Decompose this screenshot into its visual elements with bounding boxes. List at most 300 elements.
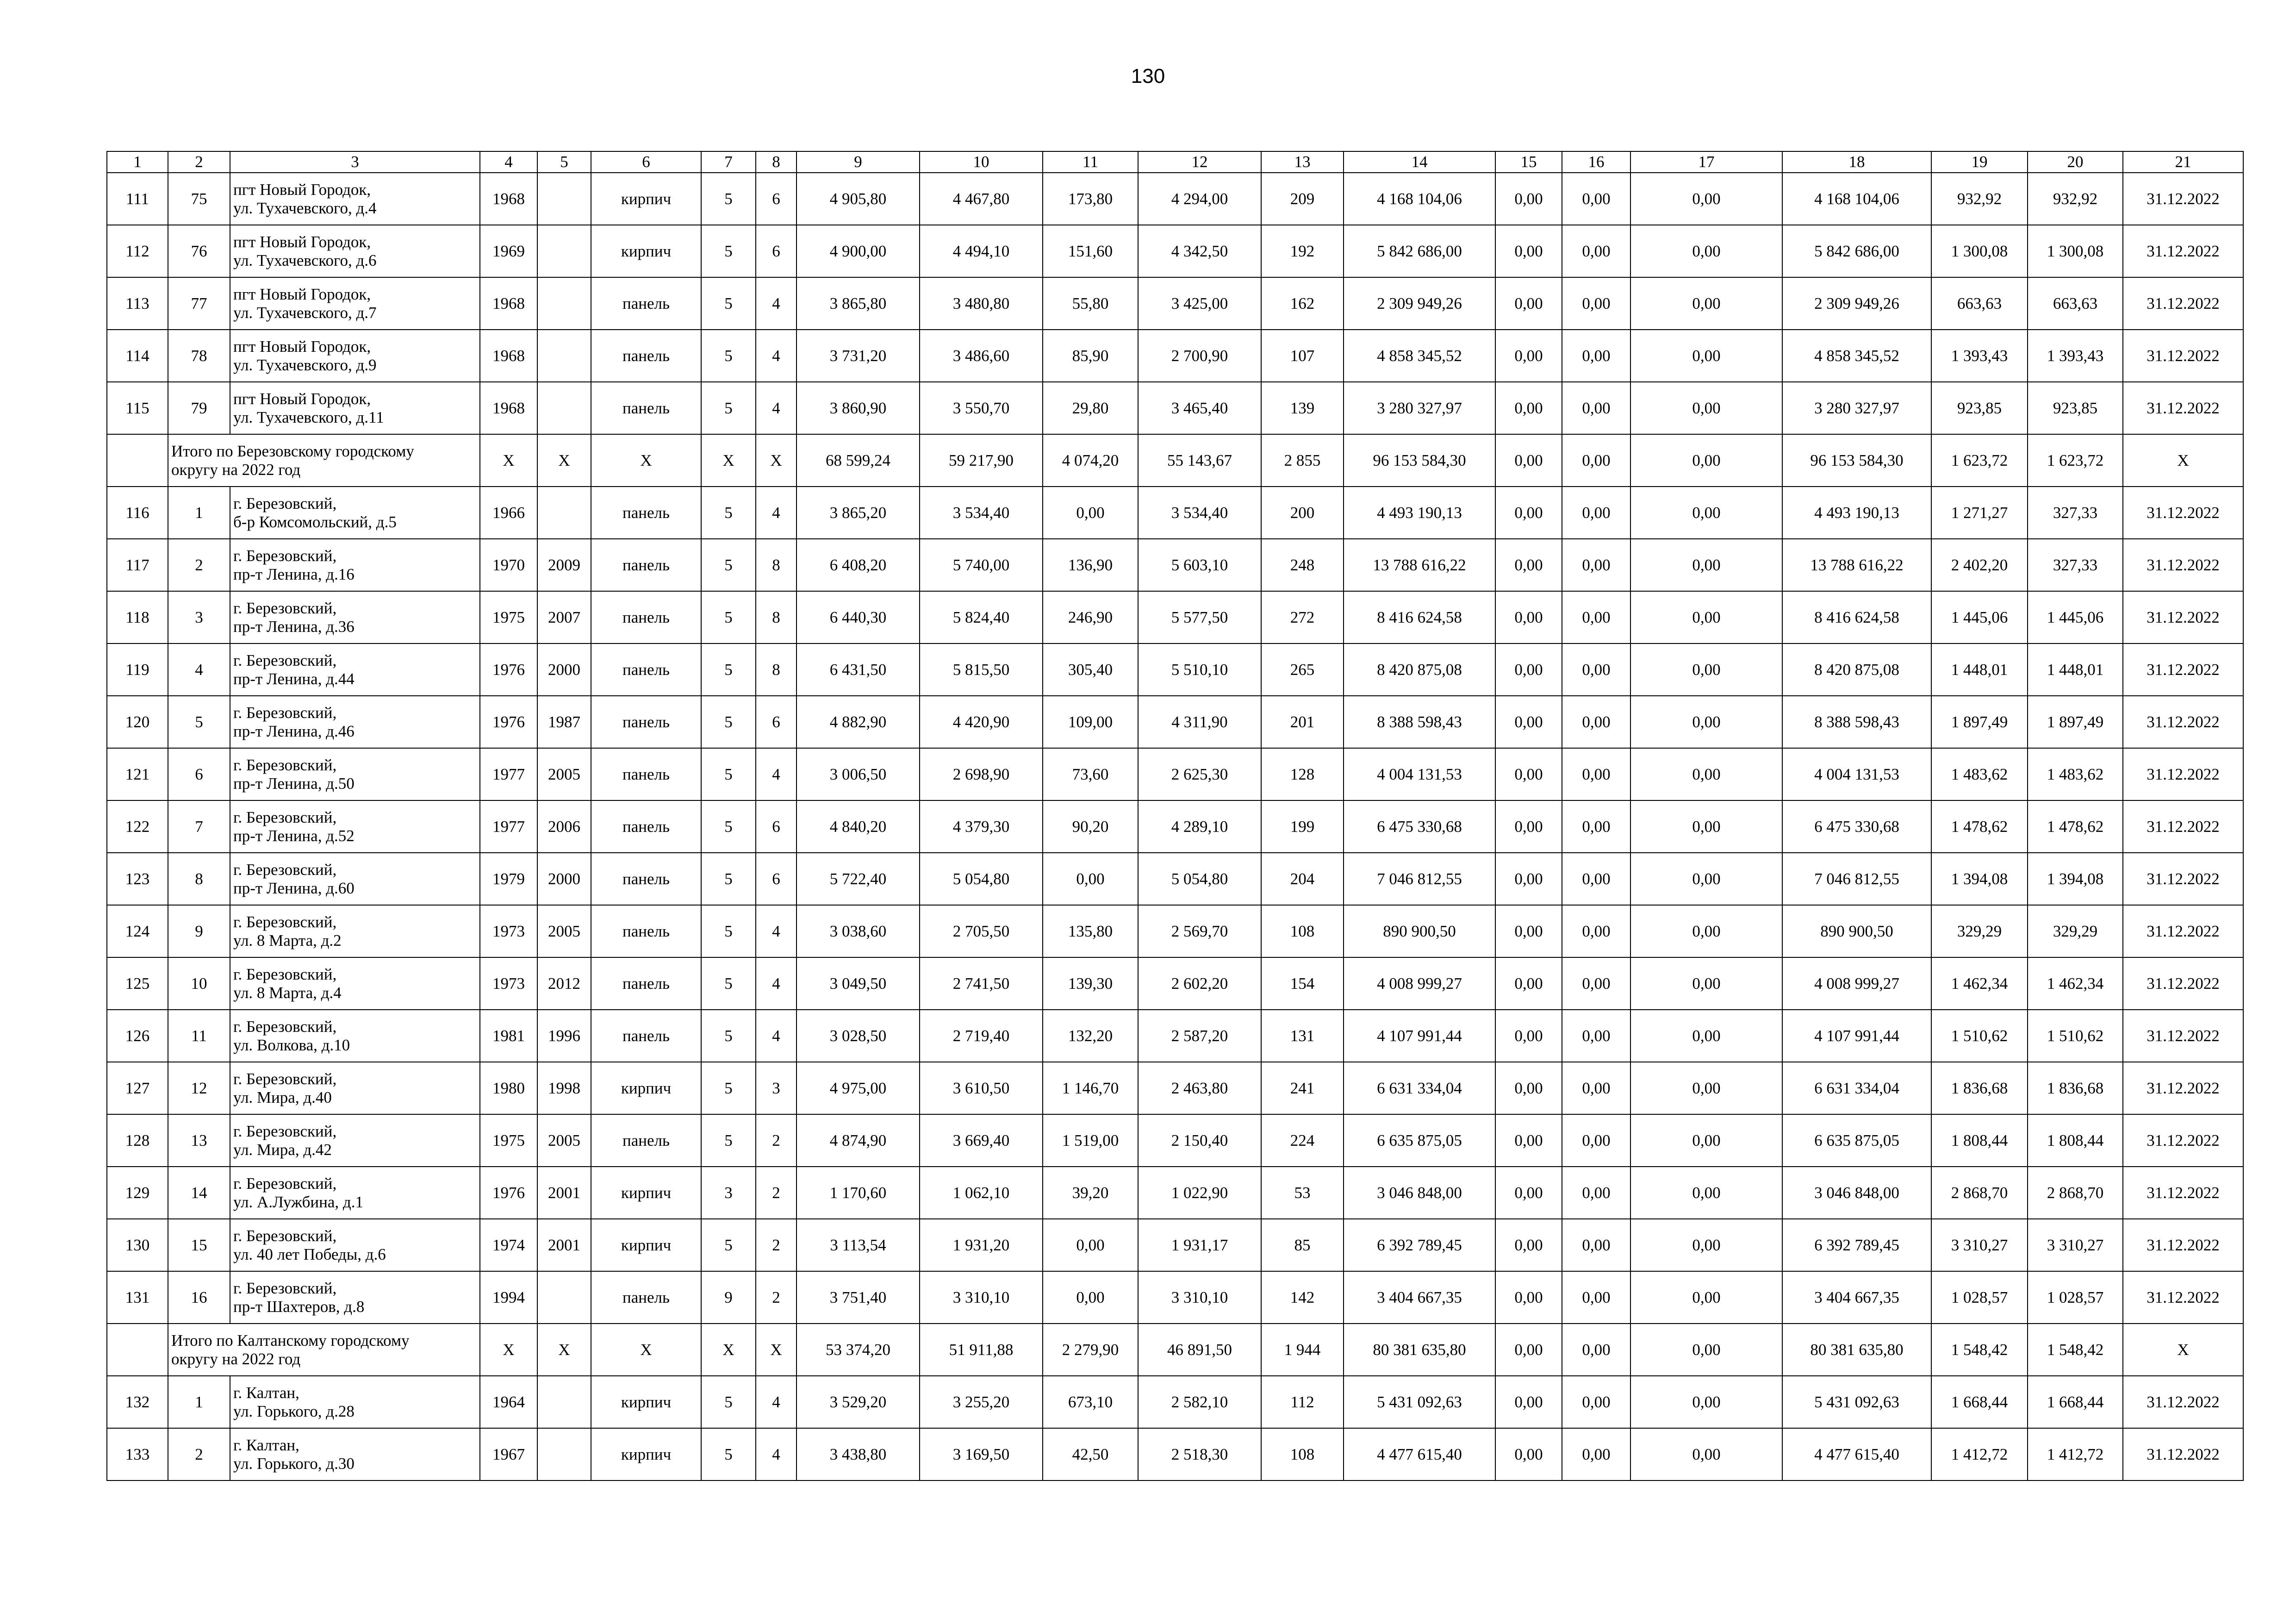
column-number-20: 20 xyxy=(2028,151,2123,173)
sub-number: 12 xyxy=(168,1062,230,1114)
entrances: 4 xyxy=(756,382,796,434)
value-c11: 132,20 xyxy=(1043,1010,1138,1062)
column-number-18: 18 xyxy=(1782,151,1931,173)
value-c14: 7 046 812,55 xyxy=(1344,853,1495,905)
wall-material: панель xyxy=(591,591,701,643)
value-c17: 0,00 xyxy=(1630,1114,1782,1167)
address-line2: б-р Комсомольский, д.5 xyxy=(233,512,397,531)
value-c17: 0,00 xyxy=(1630,800,1782,853)
value-c18: 3 046 848,00 xyxy=(1782,1167,1931,1219)
value-c13: 272 xyxy=(1261,591,1344,643)
value-c10: 5 815,50 xyxy=(920,643,1043,696)
total-label-line1: Итого по Березовскому городскому xyxy=(171,442,414,460)
value-c15: 0,00 xyxy=(1495,957,1562,1010)
value-c18: 13 788 616,22 xyxy=(1782,539,1931,591)
value-c14: 8 416 624,58 xyxy=(1344,591,1495,643)
floors: 5 xyxy=(701,696,756,748)
row-number: 116 xyxy=(107,487,168,539)
value-c17: 0,00 xyxy=(1630,1167,1782,1219)
value-c17: 0,00 xyxy=(1630,434,1782,487)
value-c18: 7 046 812,55 xyxy=(1782,853,1931,905)
value-c17: 0,00 xyxy=(1630,487,1782,539)
value-c14: 5 431 092,63 xyxy=(1344,1376,1495,1428)
value-c21: 31.12.2022 xyxy=(2123,696,2243,748)
value-c16: 0,00 xyxy=(1562,1324,1630,1376)
value-c10: 1 062,10 xyxy=(920,1167,1043,1219)
address-line2: ул. 40 лет Победы, д.6 xyxy=(233,1245,386,1263)
year-built: 1976 xyxy=(480,696,537,748)
value-c18: 4 858 345,52 xyxy=(1782,330,1931,382)
value-c15: 0,00 xyxy=(1495,173,1562,225)
value-c15: 0,00 xyxy=(1495,382,1562,434)
value-c12: 2 625,30 xyxy=(1138,748,1261,800)
entrances: 6 xyxy=(756,173,796,225)
sub-number: 13 xyxy=(168,1114,230,1167)
value-c9: 3 751,40 xyxy=(796,1271,920,1324)
wall-material: X xyxy=(591,434,701,487)
column-number-3: 3 xyxy=(230,151,480,173)
value-c16: 0,00 xyxy=(1562,1062,1630,1114)
entrances: 4 xyxy=(756,1010,796,1062)
value-c21: 31.12.2022 xyxy=(2123,277,2243,330)
wall-material: кирпич xyxy=(591,1376,701,1428)
wall-material: кирпич xyxy=(591,173,701,225)
value-c21: 31.12.2022 xyxy=(2123,591,2243,643)
column-number-5: 5 xyxy=(537,151,591,173)
entrances: 4 xyxy=(756,957,796,1010)
row-number: 124 xyxy=(107,905,168,957)
value-c9: 3 731,20 xyxy=(796,330,920,382)
value-c21: 31.12.2022 xyxy=(2123,382,2243,434)
floors: 5 xyxy=(701,853,756,905)
sub-number: 10 xyxy=(168,957,230,1010)
value-c21: 31.12.2022 xyxy=(2123,957,2243,1010)
entrances: 8 xyxy=(756,591,796,643)
year-built: 1967 xyxy=(480,1428,537,1480)
housing-register-table xyxy=(106,151,2244,1481)
year-renovated xyxy=(537,487,591,539)
address-cell xyxy=(230,1010,480,1062)
value-c19: 1 836,68 xyxy=(1931,1062,2028,1114)
address-cell xyxy=(230,643,480,696)
address-line2: пр-т Ленина, д.52 xyxy=(233,826,355,845)
value-c17: 0,00 xyxy=(1630,1271,1782,1324)
total-label-line2: округу на 2022 год xyxy=(171,460,301,479)
table-row xyxy=(107,539,2243,591)
value-c14: 6 475 330,68 xyxy=(1344,800,1495,853)
value-c20: 1 897,49 xyxy=(2028,696,2123,748)
total-row xyxy=(107,1324,2243,1376)
value-c9: 4 900,00 xyxy=(796,225,920,277)
address-line1: г. Березовский, xyxy=(233,860,337,879)
row-number: 114 xyxy=(107,330,168,382)
value-c9: 3 113,54 xyxy=(796,1219,920,1271)
table-body xyxy=(107,173,2243,1480)
year-built: X xyxy=(480,434,537,487)
table-row xyxy=(107,1271,2243,1324)
row-number: 111 xyxy=(107,173,168,225)
value-c20: 1 300,08 xyxy=(2028,225,2123,277)
value-c19: 1 808,44 xyxy=(1931,1114,2028,1167)
value-c9: 1 170,60 xyxy=(796,1167,920,1219)
sub-number: 4 xyxy=(168,643,230,696)
value-c19: 329,29 xyxy=(1931,905,2028,957)
value-c10: 4 379,30 xyxy=(920,800,1043,853)
value-c19: 2 868,70 xyxy=(1931,1167,2028,1219)
column-number-6: 6 xyxy=(591,151,701,173)
value-c9: 6 440,30 xyxy=(796,591,920,643)
value-c9: 3 006,50 xyxy=(796,748,920,800)
floors: 5 xyxy=(701,748,756,800)
year-built: 1970 xyxy=(480,539,537,591)
address-cell xyxy=(230,173,480,225)
entrances: 6 xyxy=(756,225,796,277)
value-c12: 2 700,90 xyxy=(1138,330,1261,382)
value-c13: 53 xyxy=(1261,1167,1344,1219)
value-c14: 13 788 616,22 xyxy=(1344,539,1495,591)
address-cell xyxy=(230,1114,480,1167)
value-c10: 5 824,40 xyxy=(920,591,1043,643)
value-c18: 4 008 999,27 xyxy=(1782,957,1931,1010)
entrances: 4 xyxy=(756,277,796,330)
value-c19: 1 510,62 xyxy=(1931,1010,2028,1062)
address-line2: пр-т Ленина, д.60 xyxy=(233,879,355,897)
value-c17: 0,00 xyxy=(1630,225,1782,277)
value-c11: 0,00 xyxy=(1043,1271,1138,1324)
value-c11: 0,00 xyxy=(1043,853,1138,905)
row-number: 131 xyxy=(107,1271,168,1324)
value-c19: 1 448,01 xyxy=(1931,643,2028,696)
year-renovated xyxy=(537,1428,591,1480)
sub-number: 79 xyxy=(168,382,230,434)
value-c14: 4 858 345,52 xyxy=(1344,330,1495,382)
address-line2: ул. Тухачевского, д.11 xyxy=(233,408,384,426)
empty-cell xyxy=(107,1324,168,1376)
year-built: 1981 xyxy=(480,1010,537,1062)
value-c17: 0,00 xyxy=(1630,853,1782,905)
value-c18: 890 900,50 xyxy=(1782,905,1931,957)
value-c19: 923,85 xyxy=(1931,382,2028,434)
value-c14: 4 168 104,06 xyxy=(1344,173,1495,225)
year-built: 1976 xyxy=(480,643,537,696)
address-line1: пгт Новый Городок, xyxy=(233,285,371,303)
value-c10: 4 494,10 xyxy=(920,225,1043,277)
value-c15: 0,00 xyxy=(1495,1114,1562,1167)
total-row xyxy=(107,434,2243,487)
value-c14: 890 900,50 xyxy=(1344,905,1495,957)
value-c20: 329,29 xyxy=(2028,905,2123,957)
value-c11: 42,50 xyxy=(1043,1428,1138,1480)
value-c10: 3 310,10 xyxy=(920,1271,1043,1324)
year-built: 1975 xyxy=(480,591,537,643)
address-line2: ул. Тухачевского, д.7 xyxy=(233,303,377,322)
year-renovated xyxy=(537,277,591,330)
value-c12: 3 534,40 xyxy=(1138,487,1261,539)
value-c15: 0,00 xyxy=(1495,434,1562,487)
value-c21: 31.12.2022 xyxy=(2123,853,2243,905)
value-c10: 3 550,70 xyxy=(920,382,1043,434)
table-row xyxy=(107,1062,2243,1114)
column-number-19: 19 xyxy=(1931,151,2028,173)
address-cell xyxy=(230,853,480,905)
sub-number: 14 xyxy=(168,1167,230,1219)
year-renovated: 1998 xyxy=(537,1062,591,1114)
table-row xyxy=(107,1376,2243,1428)
sub-number: 16 xyxy=(168,1271,230,1324)
row-number: 120 xyxy=(107,696,168,748)
value-c15: 0,00 xyxy=(1495,1062,1562,1114)
value-c13: 162 xyxy=(1261,277,1344,330)
entrances: 8 xyxy=(756,643,796,696)
value-c10: 2 698,90 xyxy=(920,748,1043,800)
value-c21: 31.12.2022 xyxy=(2123,1376,2243,1428)
value-c17: 0,00 xyxy=(1630,1062,1782,1114)
value-c19: 663,63 xyxy=(1931,277,2028,330)
table-row xyxy=(107,330,2243,382)
year-renovated: 2001 xyxy=(537,1219,591,1271)
value-c17: 0,00 xyxy=(1630,1376,1782,1428)
value-c16: 0,00 xyxy=(1562,487,1630,539)
value-c17: 0,00 xyxy=(1630,957,1782,1010)
value-c11: 136,90 xyxy=(1043,539,1138,591)
value-c14: 8 388 598,43 xyxy=(1344,696,1495,748)
value-c11: 109,00 xyxy=(1043,696,1138,748)
value-c12: 3 425,00 xyxy=(1138,277,1261,330)
sub-number: 76 xyxy=(168,225,230,277)
value-c20: 1 478,62 xyxy=(2028,800,2123,853)
value-c9: 3 438,80 xyxy=(796,1428,920,1480)
floors: 5 xyxy=(701,1376,756,1428)
value-c16: 0,00 xyxy=(1562,1271,1630,1324)
value-c10: 5 740,00 xyxy=(920,539,1043,591)
value-c11: 90,20 xyxy=(1043,800,1138,853)
wall-material: панель xyxy=(591,330,701,382)
value-c18: 8 416 624,58 xyxy=(1782,591,1931,643)
value-c20: 1 448,01 xyxy=(2028,643,2123,696)
value-c9: 3 049,50 xyxy=(796,957,920,1010)
address-cell xyxy=(230,487,480,539)
value-c21: X xyxy=(2123,434,2243,487)
value-c11: 173,80 xyxy=(1043,173,1138,225)
address-line1: г. Березовский, xyxy=(233,494,337,512)
wall-material: панель xyxy=(591,539,701,591)
value-c19: 1 483,62 xyxy=(1931,748,2028,800)
row-number: 127 xyxy=(107,1062,168,1114)
row-number: 112 xyxy=(107,225,168,277)
value-c10: 59 217,90 xyxy=(920,434,1043,487)
address-line1: г. Березовский, xyxy=(233,1279,337,1297)
column-number-13: 13 xyxy=(1261,151,1344,173)
wall-material: панель xyxy=(591,748,701,800)
value-c16: 0,00 xyxy=(1562,434,1630,487)
year-renovated xyxy=(537,1376,591,1428)
address-line2: ул. Горького, д.28 xyxy=(233,1402,355,1420)
entrances: 2 xyxy=(756,1271,796,1324)
address-line2: ул. Мира, д.40 xyxy=(233,1088,332,1106)
value-c12: 2 463,80 xyxy=(1138,1062,1261,1114)
value-c15: 0,00 xyxy=(1495,853,1562,905)
value-c21: 31.12.2022 xyxy=(2123,1219,2243,1271)
address-line1: г. Березовский, xyxy=(233,1174,337,1193)
value-c13: 248 xyxy=(1261,539,1344,591)
entrances: 2 xyxy=(756,1219,796,1271)
value-c21: 31.12.2022 xyxy=(2123,330,2243,382)
value-c20: 1 808,44 xyxy=(2028,1114,2123,1167)
wall-material: панель xyxy=(591,957,701,1010)
row-number: 115 xyxy=(107,382,168,434)
value-c15: 0,00 xyxy=(1495,1010,1562,1062)
address-line1: г. Березовский, xyxy=(233,965,337,983)
address-line2: пр-т Ленина, д.36 xyxy=(233,617,355,636)
value-c21: 31.12.2022 xyxy=(2123,800,2243,853)
table-row xyxy=(107,1114,2243,1167)
wall-material: панель xyxy=(591,643,701,696)
entrances: 4 xyxy=(756,905,796,957)
year-renovated: 2009 xyxy=(537,539,591,591)
value-c20: 1 510,62 xyxy=(2028,1010,2123,1062)
value-c19: 1 548,42 xyxy=(1931,1324,2028,1376)
floors: 5 xyxy=(701,225,756,277)
row-number: 122 xyxy=(107,800,168,853)
value-c20: 1 548,42 xyxy=(2028,1324,2123,1376)
value-c18: 3 280 327,97 xyxy=(1782,382,1931,434)
address-cell xyxy=(230,696,480,748)
value-c19: 1 271,27 xyxy=(1931,487,2028,539)
value-c20: 1 028,57 xyxy=(2028,1271,2123,1324)
floors: 5 xyxy=(701,800,756,853)
value-c10: 1 931,20 xyxy=(920,1219,1043,1271)
year-built: 1968 xyxy=(480,330,537,382)
column-number-9: 9 xyxy=(796,151,920,173)
value-c20: 663,63 xyxy=(2028,277,2123,330)
value-c10: 3 669,40 xyxy=(920,1114,1043,1167)
value-c15: 0,00 xyxy=(1495,643,1562,696)
entrances: X xyxy=(756,434,796,487)
floors: 5 xyxy=(701,277,756,330)
floors: 5 xyxy=(701,487,756,539)
floors: 5 xyxy=(701,539,756,591)
row-number: 126 xyxy=(107,1010,168,1062)
value-c11: 1 146,70 xyxy=(1043,1062,1138,1114)
wall-material: панель xyxy=(591,382,701,434)
sub-number: 77 xyxy=(168,277,230,330)
row-number: 119 xyxy=(107,643,168,696)
table-row xyxy=(107,382,2243,434)
value-c16: 0,00 xyxy=(1562,173,1630,225)
value-c16: 0,00 xyxy=(1562,225,1630,277)
value-c12: 5 603,10 xyxy=(1138,539,1261,591)
value-c20: 1 668,44 xyxy=(2028,1376,2123,1428)
table-row xyxy=(107,696,2243,748)
value-c14: 96 153 584,30 xyxy=(1344,434,1495,487)
table-row xyxy=(107,173,2243,225)
total-label xyxy=(168,434,480,487)
column-number-4: 4 xyxy=(480,151,537,173)
year-renovated: 2005 xyxy=(537,1114,591,1167)
value-c16: 0,00 xyxy=(1562,1219,1630,1271)
value-c14: 3 404 667,35 xyxy=(1344,1271,1495,1324)
wall-material: кирпич xyxy=(591,225,701,277)
wall-material: панель xyxy=(591,853,701,905)
address-line2: ул. 8 Марта, д.4 xyxy=(233,983,342,1002)
value-c9: 3 865,80 xyxy=(796,277,920,330)
value-c16: 0,00 xyxy=(1562,1428,1630,1480)
value-c9: 6 431,50 xyxy=(796,643,920,696)
value-c15: 0,00 xyxy=(1495,1167,1562,1219)
entrances: 8 xyxy=(756,539,796,591)
column-number-10: 10 xyxy=(920,151,1043,173)
value-c12: 4 342,50 xyxy=(1138,225,1261,277)
wall-material: панель xyxy=(591,696,701,748)
sub-number: 75 xyxy=(168,173,230,225)
value-c17: 0,00 xyxy=(1630,591,1782,643)
value-c11: 135,80 xyxy=(1043,905,1138,957)
row-number: 123 xyxy=(107,853,168,905)
value-c18: 6 392 789,45 xyxy=(1782,1219,1931,1271)
entrances: 3 xyxy=(756,1062,796,1114)
value-c16: 0,00 xyxy=(1562,1010,1630,1062)
value-c18: 5 842 686,00 xyxy=(1782,225,1931,277)
year-built: 1966 xyxy=(480,487,537,539)
address-line1: г. Березовский, xyxy=(233,912,337,931)
address-line2: пр-т Ленина, д.16 xyxy=(233,565,355,583)
address-line2: ул. 8 Марта, д.2 xyxy=(233,931,342,949)
year-built: 1968 xyxy=(480,173,537,225)
value-c14: 6 631 334,04 xyxy=(1344,1062,1495,1114)
address-cell xyxy=(230,1271,480,1324)
value-c14: 6 635 875,05 xyxy=(1344,1114,1495,1167)
floors: 3 xyxy=(701,1167,756,1219)
value-c15: 0,00 xyxy=(1495,1376,1562,1428)
value-c14: 4 107 991,44 xyxy=(1344,1010,1495,1062)
value-c20: 327,33 xyxy=(2028,539,2123,591)
column-number-1: 1 xyxy=(107,151,168,173)
address-line1: пгт Новый Городок, xyxy=(233,337,371,356)
address-cell xyxy=(230,748,480,800)
address-line2: ул. Мира, д.42 xyxy=(233,1140,332,1159)
value-c9: 53 374,20 xyxy=(796,1324,920,1376)
value-c17: 0,00 xyxy=(1630,173,1782,225)
table-row xyxy=(107,957,2243,1010)
address-cell xyxy=(230,277,480,330)
year-renovated: 1987 xyxy=(537,696,591,748)
value-c21: 31.12.2022 xyxy=(2123,539,2243,591)
value-c20: 1 836,68 xyxy=(2028,1062,2123,1114)
address-line1: пгт Новый Городок, xyxy=(233,389,371,408)
value-c14: 4 477 615,40 xyxy=(1344,1428,1495,1480)
value-c13: 108 xyxy=(1261,1428,1344,1480)
value-c16: 0,00 xyxy=(1562,905,1630,957)
value-c21: 31.12.2022 xyxy=(2123,1271,2243,1324)
value-c15: 0,00 xyxy=(1495,330,1562,382)
floors: 5 xyxy=(701,1010,756,1062)
year-built: 1968 xyxy=(480,382,537,434)
value-c17: 0,00 xyxy=(1630,643,1782,696)
value-c18: 6 635 875,05 xyxy=(1782,1114,1931,1167)
value-c16: 0,00 xyxy=(1562,539,1630,591)
value-c11: 4 074,20 xyxy=(1043,434,1138,487)
value-c17: 0,00 xyxy=(1630,748,1782,800)
value-c14: 3 046 848,00 xyxy=(1344,1167,1495,1219)
floors: 5 xyxy=(701,1114,756,1167)
value-c19: 1 623,72 xyxy=(1931,434,2028,487)
value-c18: 6 475 330,68 xyxy=(1782,800,1931,853)
value-c16: 0,00 xyxy=(1562,330,1630,382)
value-c14: 4 004 131,53 xyxy=(1344,748,1495,800)
value-c15: 0,00 xyxy=(1495,800,1562,853)
sub-number: 2 xyxy=(168,1428,230,1480)
value-c10: 3 486,60 xyxy=(920,330,1043,382)
